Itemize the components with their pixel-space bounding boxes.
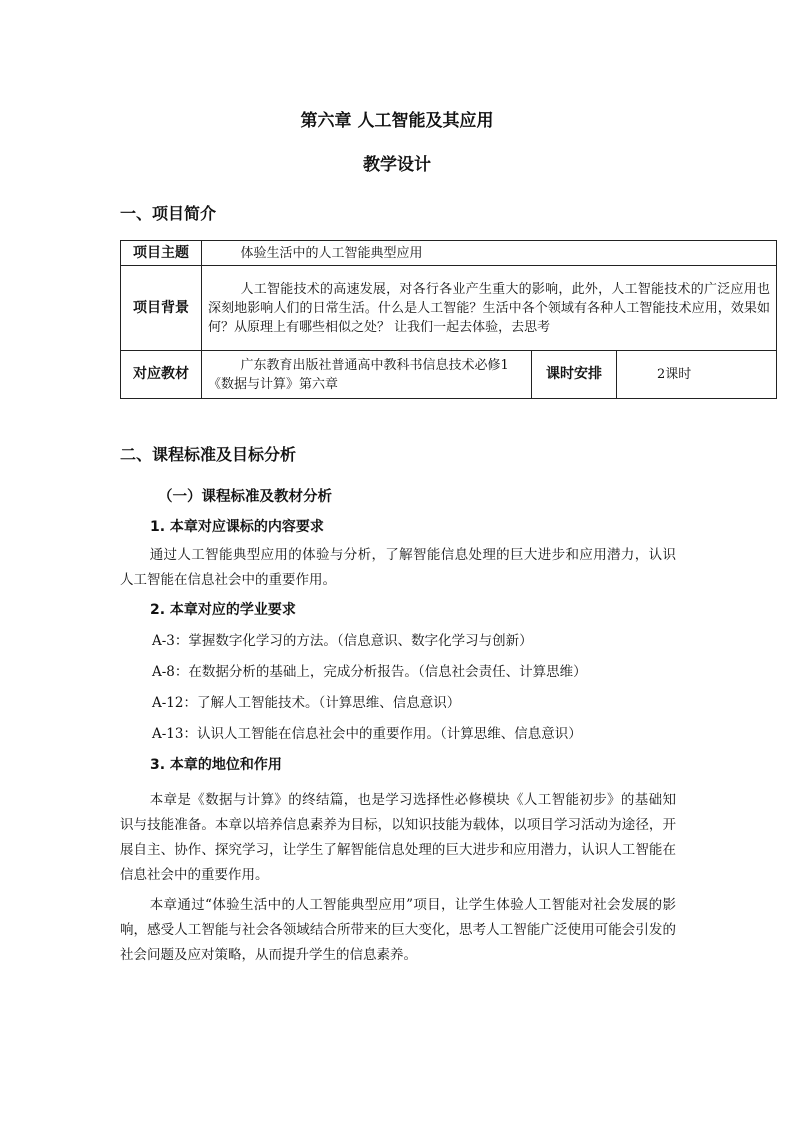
schedule-label: 课时安排 <box>532 351 617 399</box>
table-row <box>121 351 777 399</box>
table-row <box>121 266 777 351</box>
role-paragraph-2: 本章通过“体验生活中的人工智能典型应用”项目，让学生体验人工智能对社会发展的影响，感受人工智能与社会各领域结合所带来的巨大变化，思考人工智能广泛使用可能会引发的社会问题及应对策略，从而提升学生的信息素养。 <box>120 897 676 963</box>
section-heading-standards: 二、课程标准及目标分析 <box>120 445 297 464</box>
chapter-title: 第六章 人工智能及其应用 <box>300 111 494 131</box>
section-heading-intro: 一、项目简介 <box>120 204 217 223</box>
background-value: 人工智能技术的高速发展，对各行各业产生重大的影响，此外，人工智能技术的广泛应用也深刻地影响人们的日常生活。什么是人工智能？生活中各个领域有各种人工智能技术应用，效果如何？从原理上有哪些相似之处？ 让我们一起去体验，去思考 <box>202 266 777 351</box>
role-paragraph-1: 本章是《数据与计算》的终结篇，也是学习选择性必修模块《人工智能初步》的基础知识与技能准备。本章以培养信息素养为目标，以知识技能为载体，以项目学习活动为途径，开展自主、协作、探究学习，让学生了解智能信息处理的巨大进步和应用潜力，认识人工智能在信息社会中的重要作用。 <box>120 792 676 883</box>
subsection-heading: （一）课程标准及教材分析 <box>158 489 332 505</box>
standard-a13: A-13：认识人工智能在信息社会中的重要作用。（计算思维、信息意识） <box>152 726 582 742</box>
standard-a3: A-3：掌握数字化学习的方法。（信息意识、数字化学习与创新） <box>152 633 533 649</box>
background-label: 项目背景 <box>121 266 202 351</box>
schedule-value: 2课时 <box>617 351 777 399</box>
textbook-value: 广东教育出版社普通高中教科书信息技术必修1《数据与计算》第六章 <box>202 351 532 399</box>
item-heading-academic: 2. 本章对应的学业要求 <box>150 602 296 618</box>
textbook-label: 对应教材 <box>121 351 202 399</box>
document-subtitle: 教学设计 <box>363 155 431 175</box>
topic-label: 项目主题 <box>121 241 202 266</box>
content-requirement-text: 通过人工智能典型应用的体验与分析，了解智能信息处理的巨大进步和应用潜力，认识人工智能在信息社会中的重要作用。 <box>120 547 676 588</box>
item-heading-content: 1. 本章对应课标的内容要求 <box>150 519 324 535</box>
standard-a8: A-8：在数据分析的基础上，完成分析报告。（信息社会责任、计算思维） <box>152 664 587 680</box>
project-intro-table <box>120 240 777 399</box>
standard-a12: A-12：了解人工智能技术。（计算思维、信息意识） <box>152 695 461 711</box>
topic-value: 体验生活中的人工智能典型应用 <box>202 241 777 266</box>
item-heading-role: 3. 本章的地位和作用 <box>150 757 282 773</box>
table-row <box>121 241 777 266</box>
